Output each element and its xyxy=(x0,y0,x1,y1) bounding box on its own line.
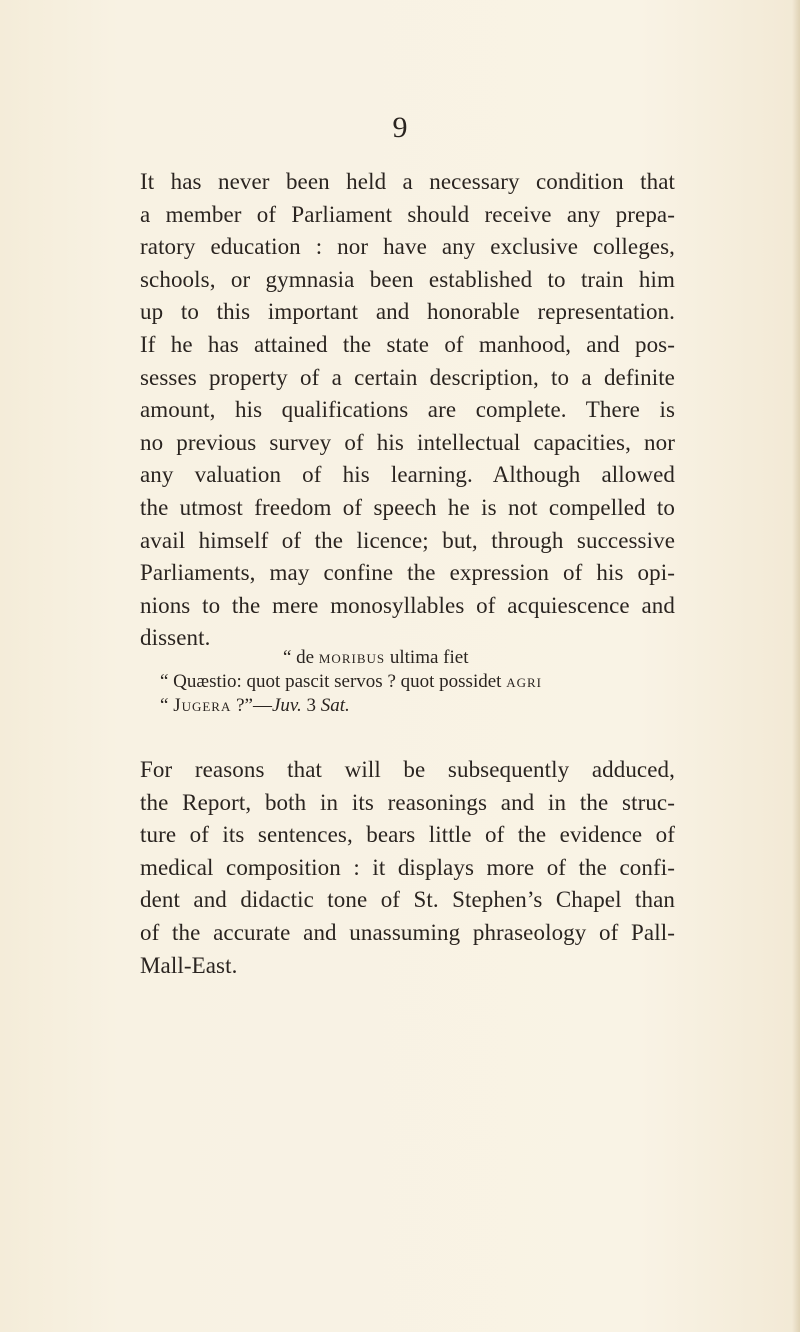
text-line: of the accurate and unassuming phraseology of Pall- xyxy=(140,919,675,945)
page-edge-shadow xyxy=(792,0,800,1332)
quote-line-2 xyxy=(160,670,660,694)
quote-text: ?”— xyxy=(231,695,272,716)
text-line: dent and didactic tone of St. Stephen’s Chapel than xyxy=(140,887,675,913)
quote-citation-number: 3 xyxy=(301,695,321,716)
text-line: up to this important and honorable representation. xyxy=(140,299,675,325)
quote-small-caps: Jugera xyxy=(173,695,232,716)
text-line: the Report, both in its reasonings and in the struc- xyxy=(140,789,675,815)
quote-text: “ de xyxy=(283,647,319,668)
text-line: avail himself of the licence; but, through successive xyxy=(140,527,675,553)
quote-small-caps: moribus xyxy=(318,647,386,668)
text-line: sesses property of a certain description, to a definite xyxy=(140,364,675,390)
quote-text: “ Quæstio: quot pascit servos ? quot possidet xyxy=(160,671,507,692)
text-line: medical composition : it displays more of the confi- xyxy=(140,854,675,880)
text-line: Parliaments, may confine the expression of his opi- xyxy=(140,560,675,586)
text-line: ratory education : nor have any exclusive colleges, xyxy=(140,234,675,260)
text-line: ture of its sentences, bears little of the evidence of xyxy=(140,822,675,848)
quote-small-caps: agri xyxy=(506,671,542,692)
text-line: the utmost freedom of speech he is not compelled to xyxy=(140,494,675,520)
quote-line-1 xyxy=(160,646,783,670)
quote-citation-satire: Sat. xyxy=(320,695,350,716)
text-line: amount, his qualifications are complete. There is xyxy=(140,397,675,423)
quote-text: ultima fiet xyxy=(385,647,469,668)
quote-line-3 xyxy=(160,694,660,718)
text-line: It has never been held a necessary condition that xyxy=(140,169,675,194)
text-line: a member of Parliament should receive any prepa- xyxy=(140,201,675,227)
text-line: If he has attained the state of manhood, and pos- xyxy=(140,331,675,357)
text-line: dissent. xyxy=(140,625,211,651)
page-number: 9 xyxy=(392,111,408,144)
text-line: any valuation of his learning. Although allowed xyxy=(140,462,675,488)
quote-citation-work: Juv. xyxy=(271,695,302,716)
text-line: schools, or gymnasia been established to train him xyxy=(140,266,675,292)
quote-text: “ xyxy=(160,695,174,716)
text-line: Mall-East. xyxy=(140,952,238,978)
paragraph-1 xyxy=(140,166,675,655)
text-line: nions to the mere monosyllables of acquiescence and xyxy=(140,592,675,618)
text-line: For reasons that will be subsequently adduced, xyxy=(140,757,675,782)
paragraph-2 xyxy=(140,754,675,982)
text-line: no previous survey of his intellectual capacities, nor xyxy=(140,429,675,455)
